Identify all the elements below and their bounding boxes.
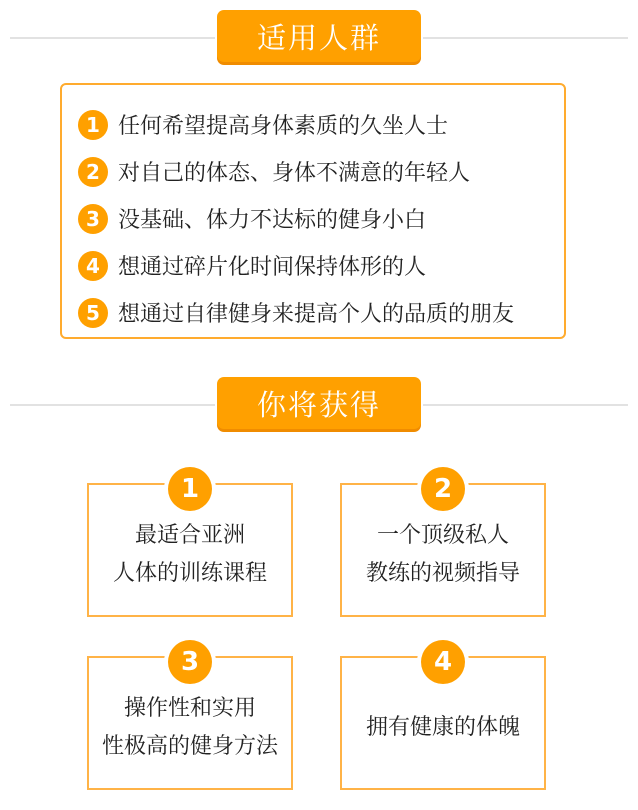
card-number: 4 [421,640,465,684]
list-item-text: 想通过碎片化时间保持体形的人 [118,255,427,280]
gain-card [87,647,293,790]
card-text-line: 人体的训练课程 [112,561,267,586]
card-text [366,699,520,747]
number-badge: 2 [78,157,108,187]
card-number: 2 [421,467,465,511]
list-item [78,148,564,195]
card-text-line: 教练的视频指导 [365,561,520,586]
divider-left [10,404,215,406]
number-badge: 3 [78,204,108,234]
list-item-text: 对自己的体态、身体不满意的年轻人 [118,161,471,186]
number-badge: 1 [78,110,108,140]
list-item-text: 没基础、体力不达标的健身小白 [118,208,427,233]
gain-card [87,474,293,617]
list-item-text: 想通过自律健身来提高个人的品质的朋友 [118,302,515,327]
gain-card [340,474,546,617]
gains-title: 你将获得 [217,377,421,429]
card-number-badge [417,463,469,515]
list-item [78,242,564,289]
card-text-line: 最适合亚洲 [134,523,245,548]
card-text [102,680,278,766]
audience-title: 适用人群 [217,10,421,62]
number-badge: 4 [78,251,108,281]
gain-card [340,647,546,790]
card-number-badge [417,636,469,688]
divider-right [423,37,628,39]
list-item [78,101,564,148]
card-text [113,507,267,593]
divider-right [423,404,628,406]
gains-section-header [0,377,638,433]
list-item [78,195,564,242]
card-number-badge [164,463,216,515]
audience-list [60,83,566,339]
card-text-line: 操作性和实用 [123,696,256,721]
card-text-line: 性极高的健身方法 [101,734,278,759]
card-text-line: 拥有健康的体魄 [365,715,520,740]
number-badge: 5 [78,298,108,328]
divider-left [10,37,215,39]
card-number: 1 [168,467,212,511]
list-item [78,289,564,336]
card-number-badge [164,636,216,688]
card-text [366,507,520,593]
list-item-text: 任何希望提高身体素质的久坐人士 [118,114,449,139]
audience-section-header [0,10,638,66]
card-number: 3 [168,640,212,684]
card-text-line: 一个顶级私人 [376,523,509,548]
